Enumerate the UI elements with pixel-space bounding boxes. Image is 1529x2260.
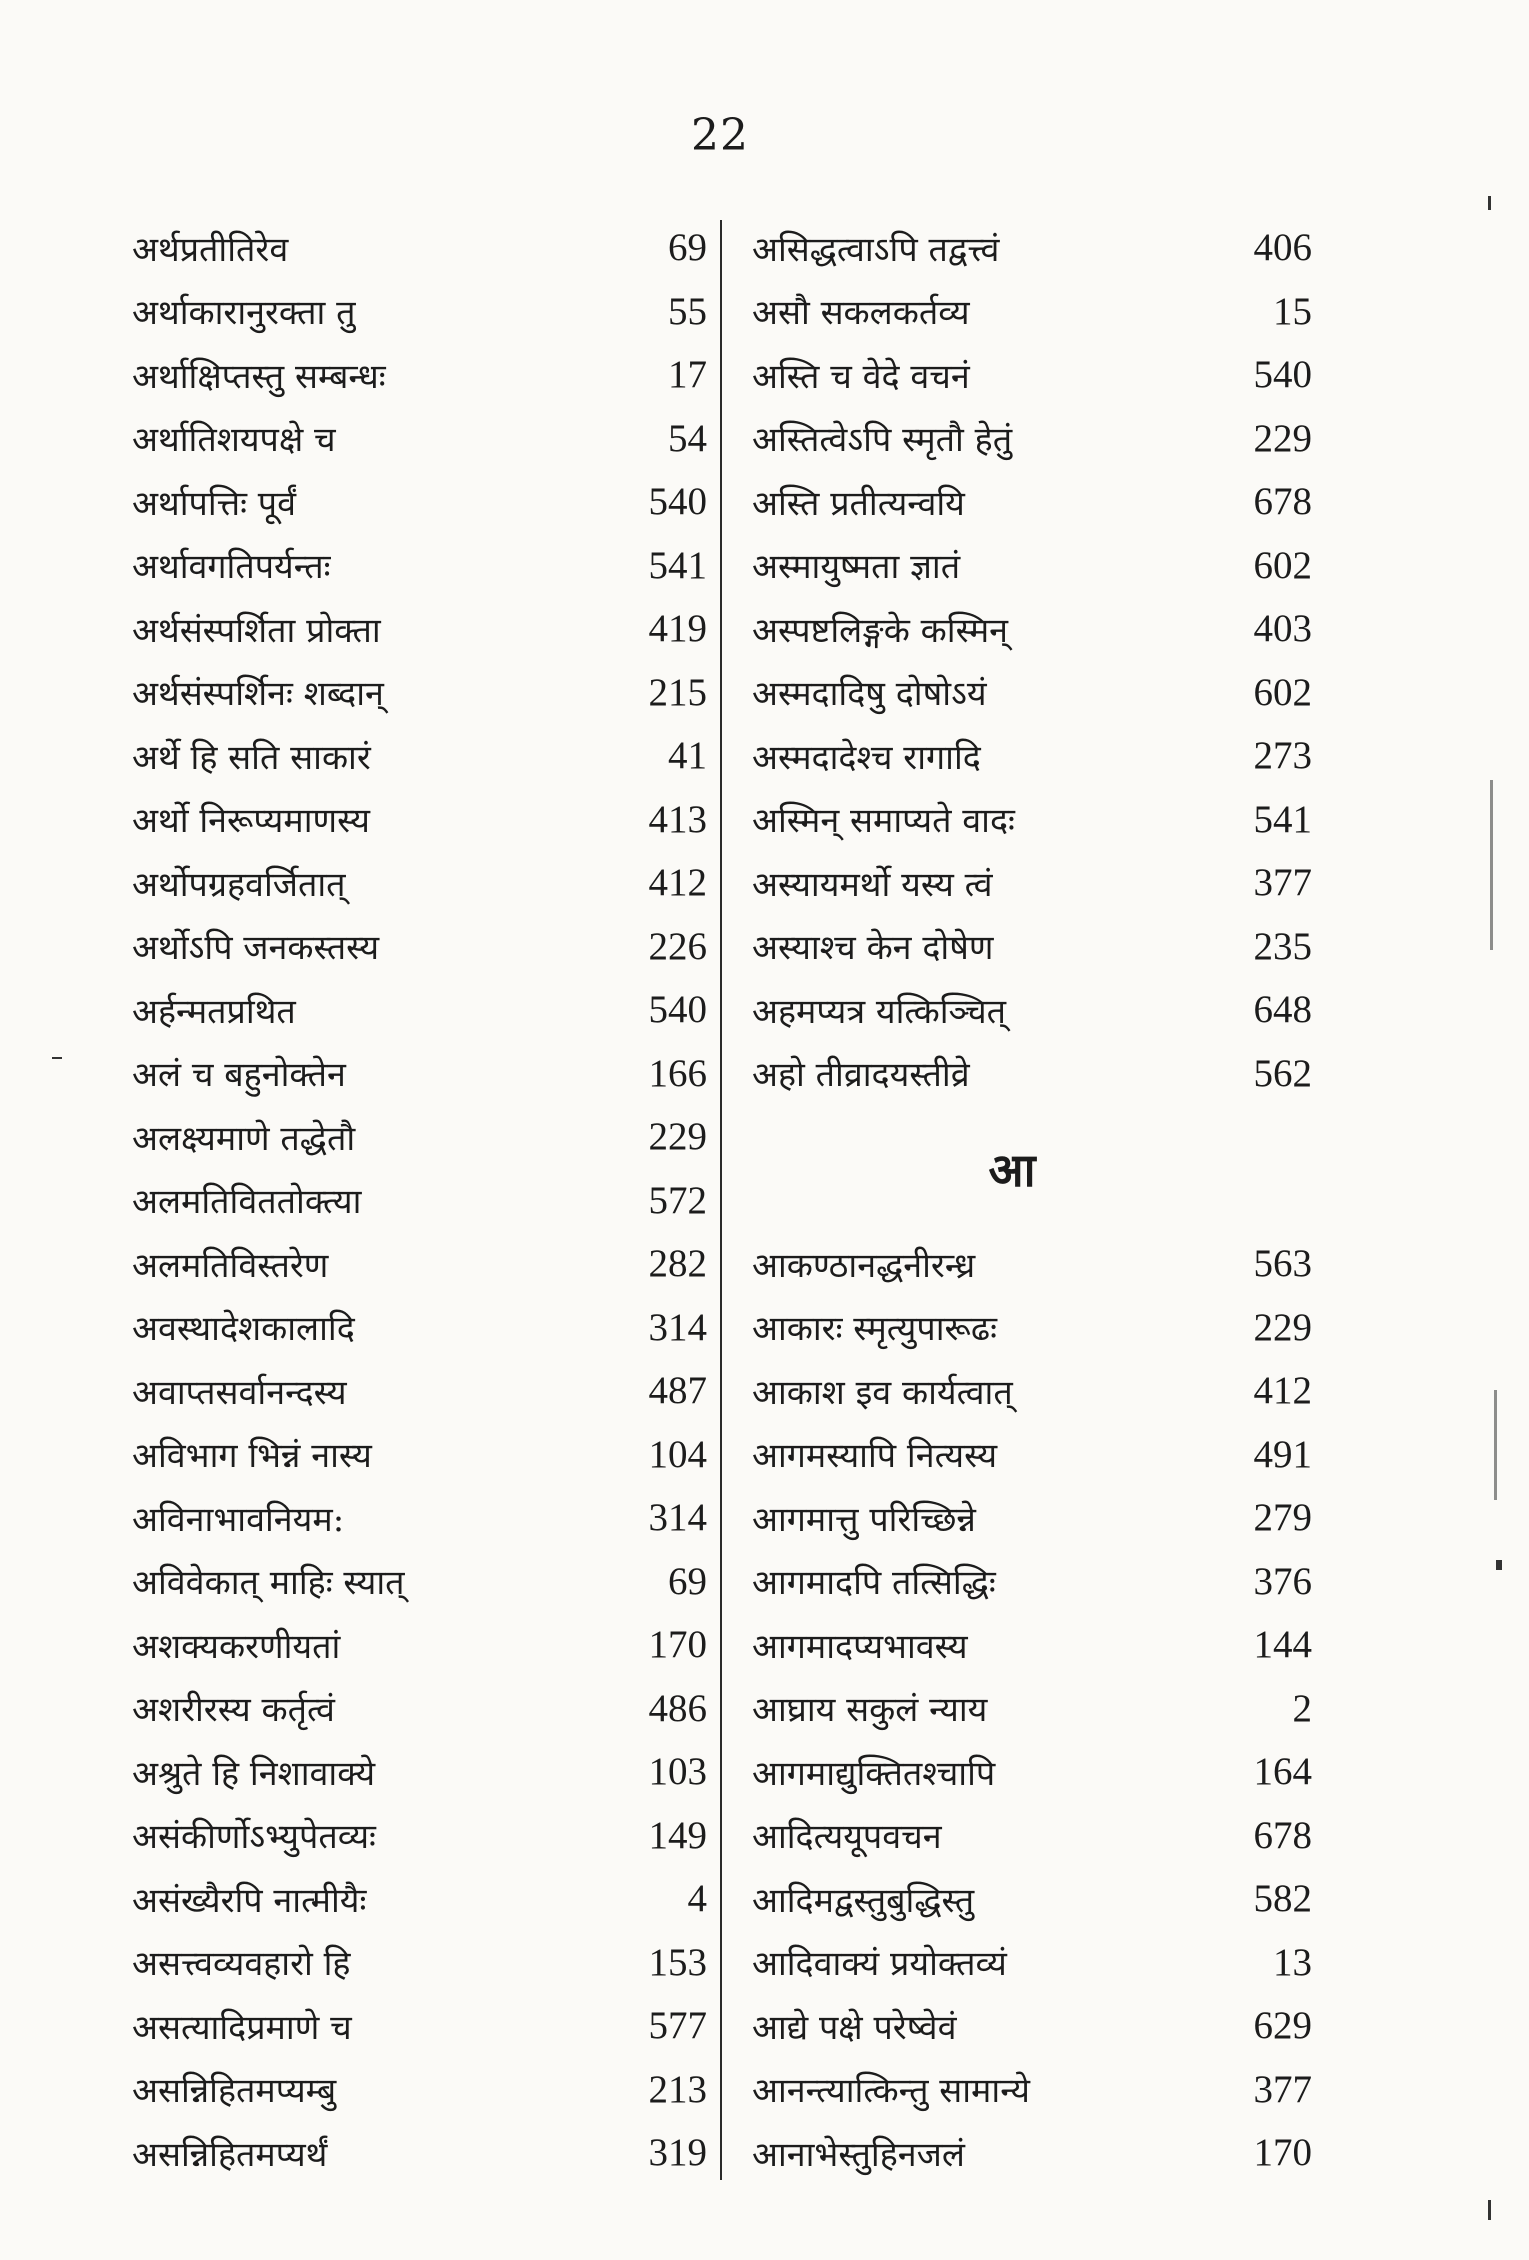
index-entry-text: अवाप्तसर्वानन्दस्य	[132, 1372, 347, 1413]
index-entry-text: अर्थोऽपि जनकस्तस्य	[132, 928, 380, 969]
index-entry-row	[752, 1042, 1312, 1106]
index-entry-text: अस्ति च वेदे वचनं	[752, 356, 970, 397]
index-entry-text: आदिमद्वस्तुबुद्धिस्तु	[752, 1880, 975, 1921]
index-entry-row	[752, 2058, 1312, 2122]
index-entry-page: 403	[1253, 607, 1312, 651]
index-entry-row	[132, 280, 707, 344]
index-entry-page: 69	[668, 226, 707, 270]
index-entry-row	[132, 1804, 707, 1868]
index-entry-page: 487	[648, 1369, 707, 1413]
index-entry-page: 166	[648, 1051, 707, 1095]
index-entry-row	[132, 470, 707, 534]
index-entry-text: अलक्ष्यमाणे तद्धेतौ	[132, 1118, 356, 1159]
page-number: 22	[691, 110, 749, 161]
index-entry-page: 15	[1273, 289, 1312, 333]
index-entry-page: 69	[668, 1559, 707, 1603]
index-entry-row	[132, 597, 707, 661]
index-entry-page: 164	[1253, 1750, 1312, 1794]
index-entry-row	[132, 1740, 707, 1804]
index-entry-text: आगमादपि तत्सिद्धिः	[752, 1563, 996, 1604]
index-entry-row	[752, 280, 1312, 344]
index-entry-page: 577	[648, 2004, 707, 2048]
index-entry-page: 273	[1253, 734, 1312, 778]
index-entry-page: 377	[1253, 2067, 1312, 2111]
index-entry-row	[752, 1296, 1312, 1360]
index-entry-row	[752, 1486, 1312, 1550]
index-entry-row	[752, 1359, 1312, 1423]
left-index-column	[132, 216, 707, 2185]
index-entry-page: 144	[1253, 1623, 1312, 1667]
index-entry-text: अर्थावगतिपर्यन्तः	[132, 547, 331, 588]
index-entry-text: अवस्थादेशकालादि	[132, 1309, 355, 1350]
index-entry-row	[132, 1931, 707, 1995]
index-entry-page: 153	[648, 1940, 707, 1984]
index-entry-text: अस्तित्वेऽपि स्मृतौ हेतुं	[752, 420, 1013, 461]
index-entry-row	[752, 1804, 1312, 1868]
index-entry-row	[752, 915, 1312, 979]
index-entry-row	[752, 1550, 1312, 1614]
index-entry-page: 419	[648, 607, 707, 651]
index-entry-page: 4	[687, 1877, 707, 1921]
index-entry-row	[132, 2121, 707, 2185]
index-entry-row	[752, 1931, 1312, 1995]
column-divider	[720, 220, 722, 2180]
index-entry-page: 412	[1253, 1369, 1312, 1413]
index-entry-page: 629	[1253, 2004, 1312, 2048]
index-entry-text: अलं च बहुनोक्तेन	[132, 1055, 346, 1096]
index-entry-row	[752, 978, 1312, 1042]
index-entry-row	[132, 407, 707, 471]
index-entry-text: आनन्त्यात्किन्तु सामान्ये	[752, 2071, 1030, 2112]
index-entry-text: आकाश इव कार्यत्वात्	[752, 1372, 1013, 1413]
index-entry-text: आद्ये पक्षे परेष्वेवं	[752, 2007, 957, 2048]
index-entry-text: अर्थापत्तिः पूर्वं	[132, 483, 297, 524]
index-entry-page: 170	[1253, 2131, 1312, 2175]
index-entry-page: 226	[648, 924, 707, 968]
index-entry-row	[752, 597, 1312, 661]
index-entry-text: अश्रुते हि निशावाक्ये	[132, 1753, 376, 1794]
index-entry-text: आघ्राय सकुलं न्याय	[752, 1690, 988, 1731]
index-entry-text: आनाभेस्तुहिनजलं	[752, 2134, 965, 2175]
index-entry-row	[752, 1867, 1312, 1931]
index-entry-text: अस्मदादेश्च रागादि	[752, 737, 981, 778]
index-entry-page: 229	[1253, 1305, 1312, 1349]
index-entry-text: अस्पष्टलिङ्गके कस्मिन्	[752, 610, 1009, 651]
index-entry-text: अलमतिविततोक्त्या	[132, 1182, 362, 1223]
index-entry-row	[132, 216, 707, 280]
scan-speck	[1488, 2200, 1491, 2220]
index-entry-row	[132, 1042, 707, 1106]
index-entry-row	[132, 1867, 707, 1931]
index-entry-text: असन्निहितमप्यर्थं	[132, 2134, 328, 2175]
index-entry-page: 229	[1253, 416, 1312, 460]
index-entry-text: अर्थातिशयपक्षे च	[132, 420, 336, 461]
index-entry-page: 279	[1253, 1496, 1312, 1540]
index-entry-text: असिद्धत्वाऽपि तद्वत्त्वं	[752, 229, 1000, 270]
index-entry-text: अस्मिन् समाप्यते वादः	[752, 801, 1015, 842]
index-entry-page: 602	[1253, 670, 1312, 714]
index-entry-row	[132, 1613, 707, 1677]
index-entry-page: 55	[668, 289, 707, 333]
index-entry-row	[132, 1105, 707, 1169]
index-entry-page: 541	[1253, 797, 1312, 841]
index-entry-text: अस्मदादिषु दोषोऽयं	[752, 674, 987, 715]
index-entry-row	[752, 1613, 1312, 1677]
index-entry-text: असंख्यैरपि नात्मीयैः	[132, 1880, 367, 1921]
index-entry-page: 572	[648, 1178, 707, 1222]
index-entry-text: अर्थाक्षिप्तस्तु सम्बन्धः	[132, 356, 386, 397]
index-entry-row	[752, 216, 1312, 280]
scan-speck	[1488, 196, 1491, 210]
index-entry-text: अहमप्यत्र यत्किञ्चित्	[752, 991, 1007, 1032]
index-entry-page: 486	[648, 1686, 707, 1730]
index-entry-text: आदित्ययूपवचन	[752, 1817, 942, 1858]
index-entry-page: 377	[1253, 861, 1312, 905]
index-entry-page: 13	[1273, 1940, 1312, 1984]
index-entry-text: आकारः स्मृत्युपारूढः	[752, 1309, 997, 1350]
index-entry-page: 235	[1253, 924, 1312, 968]
index-entry-page: 648	[1253, 988, 1312, 1032]
index-entry-page: 314	[648, 1496, 707, 1540]
index-entry-text: आगमात्तु परिच्छिन्ने	[752, 1499, 976, 1540]
index-entry-row	[132, 661, 707, 725]
index-entry-text: अविवेकात् माहिः स्यात्	[132, 1563, 405, 1604]
index-entry-page: 678	[1253, 480, 1312, 524]
index-entry-page: 563	[1253, 1242, 1312, 1286]
index-entry-text: अर्थप्रतीतिरेव	[132, 229, 289, 270]
index-entry-row	[132, 1994, 707, 2058]
index-entry-row	[752, 1740, 1312, 1804]
index-entry-page: 215	[648, 670, 707, 714]
index-entry-text: अर्थसंस्पर्शिनः शब्दान्	[132, 674, 384, 715]
index-entry-text: अर्थोपग्रहवर्जितात्	[132, 864, 346, 905]
index-entry-row	[132, 1169, 707, 1233]
index-entry-text: असत्त्वव्यवहारो हि	[132, 1944, 351, 1985]
index-entry-page: 314	[648, 1305, 707, 1349]
index-entry-row	[752, 343, 1312, 407]
index-entry-page: 41	[668, 734, 707, 778]
index-entry-text: अलमतिविस्तरेण	[132, 1245, 329, 1286]
index-entry-text: अर्थसंस्पर्शिता प्रोक्ता	[132, 610, 381, 651]
index-entry-page: 540	[1253, 353, 1312, 397]
index-entry-row	[132, 1359, 707, 1423]
index-entry-page: 540	[648, 480, 707, 524]
index-entry-text: आगमाद्युक्तितश्चापि	[752, 1753, 996, 1794]
index-entry-page: 104	[648, 1432, 707, 1476]
index-entry-text: असौ सकलकर्तव्य	[752, 293, 970, 334]
index-entry-text: अर्थाकारानुरक्ता तु	[132, 293, 356, 334]
index-entry-row	[132, 1232, 707, 1296]
section-heading: आ	[988, 1142, 1036, 1197]
index-entry-row	[752, 534, 1312, 598]
index-entry-text: अर्हन्मतप्रथित	[132, 991, 296, 1032]
index-entry-text: अविभाग भिन्नं नास्य	[132, 1436, 372, 1477]
index-entry-row	[132, 788, 707, 852]
index-entry-page: 406	[1253, 226, 1312, 270]
index-entry-row	[752, 407, 1312, 471]
index-entry-text: आगमादप्यभावस्य	[752, 1626, 968, 1667]
index-entry-page: 17	[668, 353, 707, 397]
index-entry-row	[752, 2121, 1312, 2185]
index-entry-row	[132, 1423, 707, 1487]
index-entry-text: अशक्यकरणीयतां	[132, 1626, 341, 1667]
index-entry-page: 319	[648, 2131, 707, 2175]
index-entry-page: 2	[1292, 1686, 1312, 1730]
index-entry-text: असत्यादिप्रमाणे च	[132, 2007, 352, 2048]
index-entry-page: 562	[1253, 1051, 1312, 1095]
index-entry-page: 540	[648, 988, 707, 1032]
index-entry-page: 491	[1253, 1432, 1312, 1476]
index-entry-row	[132, 978, 707, 1042]
index-entry-page: 413	[648, 797, 707, 841]
index-entry-page: 103	[648, 1750, 707, 1794]
index-entry-text: आगमस्यापि नित्यस्य	[752, 1436, 998, 1477]
index-entry-row	[752, 1994, 1312, 2058]
index-entry-row	[132, 534, 707, 598]
index-entry-row	[132, 1296, 707, 1360]
index-entry-text: असन्निहितमप्यम्बु	[132, 2071, 337, 2112]
index-entry-row	[752, 470, 1312, 534]
index-entry-row	[132, 2058, 707, 2122]
index-entry-text: अस्मायुष्मता ज्ञातं	[752, 547, 961, 588]
index-entry-row	[752, 1677, 1312, 1741]
index-entry-page: 170	[648, 1623, 707, 1667]
index-entry-row	[132, 1550, 707, 1614]
index-entry-row	[132, 1677, 707, 1741]
index-entry-row	[132, 1486, 707, 1550]
scan-speck	[1494, 1390, 1497, 1500]
right-index-column	[752, 216, 1312, 2185]
scan-speck	[52, 1057, 62, 1059]
index-entry-row	[132, 851, 707, 915]
index-entry-text: अशरीरस्य कर्तृत्वं	[132, 1690, 335, 1731]
index-entry-page: 678	[1253, 1813, 1312, 1857]
index-entry-page: 412	[648, 861, 707, 905]
index-entry-row	[752, 851, 1312, 915]
index-entry-page: 213	[648, 2067, 707, 2111]
index-entry-text: आकण्ठानद्धनीरन्ध्र	[752, 1245, 976, 1286]
index-entry-row	[752, 661, 1312, 725]
index-entry-page: 54	[668, 416, 707, 460]
scan-speck	[1496, 1560, 1502, 1570]
index-entry-page: 541	[648, 543, 707, 587]
index-entry-text: असंकीर्णोऽभ्युपेतव्यः	[132, 1817, 376, 1858]
index-entry-row	[752, 1232, 1312, 1296]
index-entry-page: 229	[648, 1115, 707, 1159]
index-entry-row	[132, 915, 707, 979]
index-entry-text: अर्थे हि सति साकारं	[132, 737, 371, 778]
index-entry-page: 602	[1253, 543, 1312, 587]
index-entry-row	[132, 343, 707, 407]
index-entry-text: अस्याश्च केन दोषेण	[752, 928, 994, 969]
index-entry-row	[752, 724, 1312, 788]
index-entry-row	[132, 724, 707, 788]
index-entry-row	[752, 1423, 1312, 1487]
index-entry-text: अविनाभावनियम:	[132, 1499, 345, 1540]
index-entry-text: आदिवाक्यं प्रयोक्तव्यं	[752, 1944, 1007, 1985]
index-entry-row	[752, 788, 1312, 852]
index-entry-page: 282	[648, 1242, 707, 1286]
index-entry-text: अस्ति प्रतीत्यन्वयि	[752, 483, 965, 524]
index-entry-page: 582	[1253, 1877, 1312, 1921]
index-entry-text: अस्यायमर्थो यस्य त्वं	[752, 864, 993, 905]
index-entry-page: 149	[648, 1813, 707, 1857]
index-entry-text: अहो तीव्रादयस्तीव्रे	[752, 1055, 970, 1096]
index-entry-text: अर्थो निरूप्यमाणस्य	[132, 801, 371, 842]
index-entry-page: 376	[1253, 1559, 1312, 1603]
scan-speck	[1490, 780, 1493, 950]
